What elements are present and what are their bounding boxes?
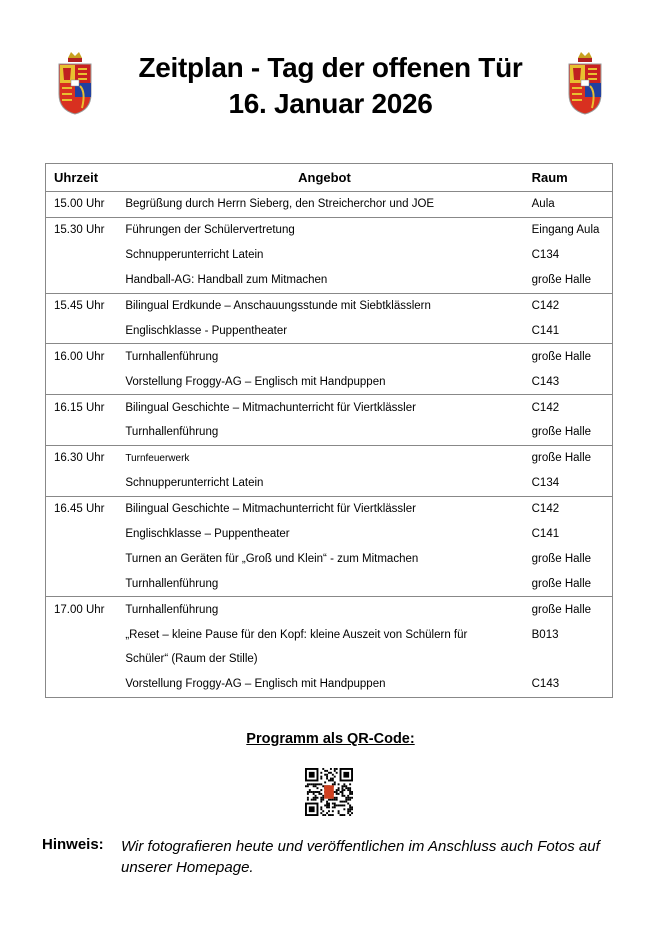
time-cell: 16.00 Uhr [46,344,118,369]
offer-cell: Handball-AG: Handball zum Mitmachen [125,274,328,287]
offer-cell: Turnen an Geräten für „Groß und Klein“ - zum Mitmachen [125,552,419,565]
table-row [46,445,613,470]
room-cell: große Halle [524,597,613,622]
qr-logo-icon [324,785,334,798]
table-row [46,344,613,369]
time-cell [46,243,118,268]
room-cell: große Halle [531,426,592,439]
time-cell: 16.45 Uhr [46,496,118,521]
page-title [100,50,561,122]
time-cell [46,672,118,697]
time-cell [46,471,118,496]
coat-of-arms-icon [566,50,604,116]
column-header-time: Uhrzeit [46,164,118,192]
time-cell [46,622,118,647]
time-cell: 17.00 Uhr [46,597,118,622]
room-cell: große Halle [531,577,592,590]
room-cell: Aula [524,192,613,218]
title-line-2: 16. Januar 2026 [228,88,433,119]
table-row [46,395,613,420]
room-cell: C142 [524,496,613,521]
title-line-1: Zeitplan - Tag der offenen Tür [138,52,523,83]
table-row [46,318,613,343]
offer-cell: Schüler“ (Raum der Stille) [125,653,258,666]
room-cell: B013 [531,628,559,641]
time-cell: 16.15 Uhr [46,395,118,420]
offer-cell: Bilingual Geschichte – Mitmachunterricht für Viertklässler [117,395,523,420]
offer-cell: Englischklasse - Puppentheater [125,324,288,337]
table-row [46,571,613,596]
column-header-room: Raum [524,164,613,192]
room-cell: große Halle [524,344,613,369]
table-row [46,268,613,293]
offer-cell: Turnhallenführung [125,577,219,590]
table-row [46,647,613,672]
room-cell: C141 [531,324,560,337]
time-cell: 15.45 Uhr [46,293,118,318]
offer-cell: Schnupperunterricht Latein [125,249,264,262]
offer-cell: Schnupperunterricht Latein [125,477,264,490]
offer-cell: Turnhallenführung [117,344,523,369]
table-row [46,522,613,547]
table-row [46,243,613,268]
note-label: Hinweis: [42,836,104,853]
table-row [46,496,613,521]
offer-cell: Führungen der Schülervertretung [117,217,523,242]
qr-code-icon[interactable] [305,768,353,816]
table-row [46,622,613,647]
table-row [46,217,613,242]
table-row [46,597,613,622]
room-cell: C142 [524,395,613,420]
time-cell [46,369,118,394]
table-header-row [46,164,613,192]
time-cell [46,522,118,547]
time-cell: 16.30 Uhr [46,445,118,470]
room-cell: C142 [524,293,613,318]
table-row [46,192,613,218]
offer-cell: Begrüßung durch Herrn Sieberg, den Streicherchor und JOE [117,192,523,218]
offer-cell: Turnhallenführung [117,597,523,622]
offer-cell: Vorstellung Froggy-AG – Englisch mit Handpuppen [125,678,386,691]
offer-cell: „Reset – kleine Pause für den Kopf: kleine Auszeit von Schülern für [125,628,468,641]
table-row [46,420,613,445]
room-cell: C143 [531,678,560,691]
offer-cell: Turnhallenführung [125,426,219,439]
time-cell [46,318,118,343]
room-cell: große Halle [531,274,592,287]
time-cell [46,647,118,672]
time-cell [46,268,118,293]
time-cell: 15.00 Uhr [46,192,118,218]
offer-cell: Bilingual Erdkunde – Anschauungsstunde mit Siebtklässlern [117,293,523,318]
table-row [46,672,613,697]
offer-cell: Englischklasse – Puppentheater [125,528,290,541]
table-row [46,369,613,394]
column-header-offer: Angebot [117,164,523,192]
qr-section-title: Programm als QR-Code: [246,731,415,747]
table-row [46,471,613,496]
room-cell: C134 [531,249,560,262]
room-cell: C143 [531,375,560,388]
offer-cell: Bilingual Geschichte – Mitmachunterricht für Viertklässler [117,496,523,521]
room-cell: große Halle [531,552,592,565]
room-cell: C141 [531,528,560,541]
time-cell: 15.30 Uhr [46,217,118,242]
schedule-table [45,163,613,698]
room-cell: große Halle [524,445,613,470]
time-cell [46,420,118,445]
table-row [46,546,613,571]
note-text: Wir fotografieren heute und veröffentlichen im Anschluss auch Fotos auf unserer Homepage. [121,838,600,876]
offer-cell: Vorstellung Froggy-AG – Englisch mit Handpuppen [125,375,386,388]
room-cell: Eingang Aula [524,217,613,242]
offer-cell: Turnfeuerwerk [117,445,523,470]
room-cell [524,647,613,672]
time-cell [46,546,118,571]
time-cell [46,571,118,596]
coat-of-arms-icon [56,50,94,116]
table-row [46,293,613,318]
room-cell: C134 [531,477,560,490]
